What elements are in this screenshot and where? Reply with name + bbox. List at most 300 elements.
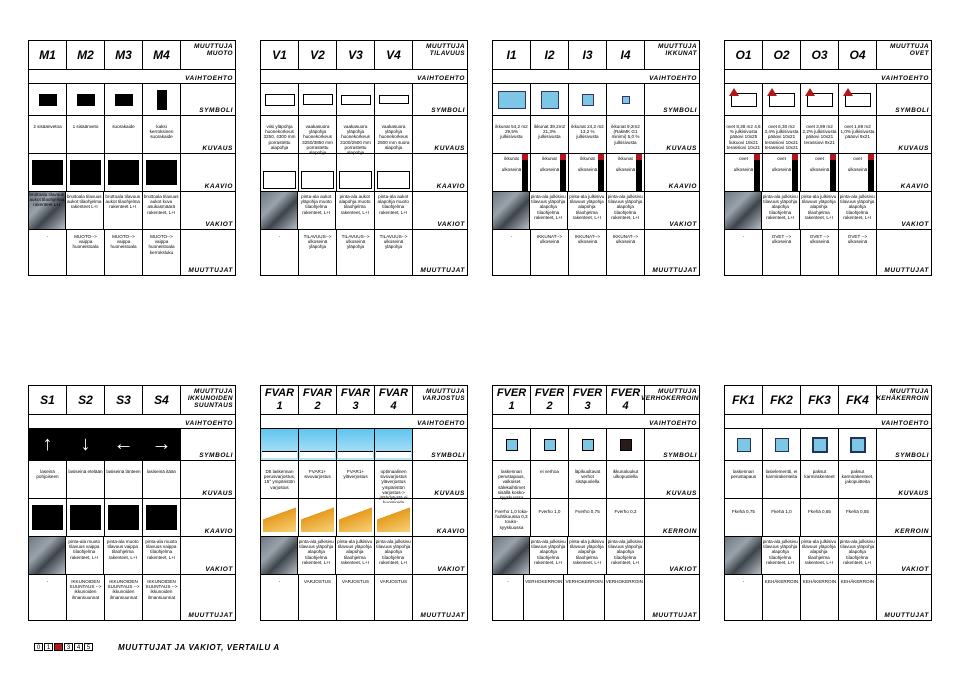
variables-text: - (278, 579, 281, 584)
cell (143, 461, 181, 498)
cell (105, 230, 143, 275)
row-kaavio (493, 498, 699, 536)
constants-text: pinta-ala julkisivu tilavuus yläpohja alapohja tilaohjelma rakenteet, L+I (375, 539, 411, 565)
diagram-plan (108, 160, 139, 185)
cell (531, 461, 569, 498)
option-code: O2 (763, 41, 801, 69)
row-cells (493, 154, 645, 191)
cell (67, 575, 105, 620)
cell (375, 84, 413, 115)
row-label: SYMBOLI (431, 452, 465, 459)
option-code: V2 (299, 41, 337, 69)
cell (337, 429, 375, 460)
option-code: M1 (29, 41, 67, 69)
cell (725, 230, 763, 275)
row-label: KAAVIO (900, 183, 929, 190)
cell (143, 116, 181, 153)
panel-title: MUUTTUJA MUOTO (194, 43, 233, 57)
constants-text: pinta-ala julkisivu tilavuus yläpohja alapohja tilaohjelma rakenteet, L+I (801, 194, 837, 220)
cell (143, 84, 181, 115)
diagram-label: ulkoseinä (847, 167, 868, 173)
row-muuttujat (493, 574, 699, 620)
row-vaihtoehto (493, 69, 699, 83)
row-label: VAIHTOEHTO (417, 420, 465, 427)
row-label: MUUTTUJAT (420, 612, 465, 619)
panel-title: MUUTTUJA IKKUNOIDEN SUUNTAUS (187, 388, 233, 409)
cell (801, 499, 839, 536)
variables-text: TILAVUUS--> ulkoseinä yläpohja (379, 234, 408, 250)
cell (800, 192, 839, 229)
cell (607, 461, 645, 498)
cell (531, 154, 569, 191)
variables-text: VERHOKERROIN (565, 579, 603, 584)
option-code: FVAR 3 (337, 386, 375, 414)
row-symboli (29, 83, 235, 115)
cell (375, 575, 413, 620)
cell (530, 537, 569, 574)
option-code: M3 (105, 41, 143, 69)
panel-header (725, 386, 877, 414)
diagram-plan (146, 505, 177, 530)
cell (67, 84, 105, 115)
constants-text: pinta-ala julkisivu tilavuus yläpohja alapohja tilaohjelma rakenteet, L+I (569, 194, 605, 220)
row-cells (261, 537, 413, 574)
row-cells (725, 575, 877, 620)
row-symboli (493, 83, 699, 115)
description-text: ikkunat 9,2m2 (RakMK G1 minimi) 5,0 % julkisivusta (611, 124, 640, 145)
cell (375, 154, 413, 191)
variables-text: - (46, 234, 49, 239)
window-symbol (541, 91, 559, 109)
row-muuttujat (29, 229, 235, 275)
row-label: VAKIOT (205, 221, 233, 228)
cell (493, 116, 531, 153)
cell (336, 192, 375, 229)
door-symbol (807, 93, 833, 107)
row-cells (725, 154, 877, 191)
constants-text: pinta-ala julkisivu tilavuus yläpohja alapohja tilaohjelma rakenteet, L+I (762, 194, 798, 220)
variables-text: VARJOSTUS (303, 579, 332, 584)
cell (105, 461, 143, 498)
variable-panel (260, 385, 468, 621)
cell (801, 230, 839, 275)
row-label: SYMBOLI (663, 107, 697, 114)
cell (493, 575, 524, 620)
panel-title: MUUTTUJA VERHOKERROIN (641, 388, 699, 402)
row-cells (493, 461, 645, 501)
diagram-label: ulkoseinä (809, 167, 830, 173)
legend-2: 2 (54, 643, 63, 651)
row-symboli (725, 428, 931, 460)
cell (66, 537, 105, 574)
row-kaavio (29, 498, 235, 536)
variables-text: IKKUNOIDEN SUUNTAUS --> ikkunoiden ilmansuunnat (107, 579, 140, 600)
constants-text: pinta-ala julkisivu tilavuus yläpohja alapohja tilaohjelma rakenteet, L+I (530, 539, 566, 565)
constants-text: pinta-ala julkisivu tilavuus yläpohja alapohja tilaohjelma rakenteet, L+I (298, 539, 334, 565)
cell (531, 230, 569, 275)
row-cells (493, 116, 645, 153)
diagram-label: ikkunat (504, 156, 519, 161)
variable-panel (724, 40, 932, 276)
option-code: FVAR 2 (299, 386, 337, 414)
row-vakiot (261, 191, 467, 229)
cell (607, 537, 646, 574)
cell (493, 192, 530, 229)
ground-symbol (338, 451, 373, 458)
arrow-icon: → (151, 432, 172, 455)
variables-text: - (510, 234, 513, 239)
row-label: KERROIN (894, 528, 929, 535)
cell (568, 192, 607, 229)
cell (29, 537, 66, 574)
option-code: FK3 (801, 386, 839, 414)
cell (261, 116, 299, 153)
cell (375, 192, 414, 229)
diagram-label: ovet (853, 156, 862, 161)
diagram-label: ulkoseinä (615, 167, 636, 173)
row-cells (261, 429, 413, 460)
panel-title: MUUTTUJA IKKUNAT (658, 43, 697, 57)
frame-symbol (737, 438, 751, 452)
row-vakiot (261, 536, 467, 574)
row-label: MUUTTUJAT (188, 612, 233, 619)
row-cells (29, 537, 181, 574)
cell (607, 499, 645, 536)
door-mark (805, 88, 815, 96)
row-cells (29, 192, 181, 229)
row-muuttujat (261, 574, 467, 620)
cell (607, 154, 645, 191)
description-text: paksut karmirakenteet (804, 469, 835, 480)
row-cells (493, 499, 645, 536)
row-label: MUUTTUJAT (884, 267, 929, 274)
row-label: VAKIOT (669, 221, 697, 228)
window-symbol (582, 94, 594, 106)
cell (261, 154, 299, 191)
cell (839, 499, 877, 536)
variable-panel (724, 385, 932, 621)
row-vaihtoehto (725, 414, 931, 428)
diagram-plan (70, 160, 101, 185)
description-text: lasiseinä itään (146, 469, 177, 474)
constants-text: bruttoala tilavuus aukot tilaohjelma rakenteet L+I (29, 192, 65, 208)
cell (725, 429, 763, 460)
option-code: O4 (839, 41, 877, 69)
row-label: MUUTTUJAT (420, 267, 465, 274)
row-kuvaus (261, 460, 467, 501)
cell (29, 192, 66, 229)
cell (839, 575, 877, 620)
stage-legend (34, 643, 94, 651)
row-label: KAAVIO (436, 528, 465, 535)
cell (299, 116, 337, 156)
cell (67, 230, 105, 275)
diagram-mark (560, 154, 566, 160)
row-cells (725, 116, 877, 153)
cell (105, 429, 143, 460)
cell (839, 461, 877, 498)
window-symbol (498, 91, 526, 109)
cell (29, 116, 67, 153)
row-cells (725, 192, 877, 229)
description-text: ovet 1,89 m2 1,0% julkisivusta pääovi 9x21 (840, 124, 875, 140)
row-symboli (261, 83, 467, 115)
door-mark (729, 88, 739, 96)
cell (569, 116, 607, 153)
cell (763, 575, 801, 620)
variables-text: OVET --> ulkoseinä (809, 234, 830, 245)
cell (569, 230, 607, 275)
description-text: FVAR1+ sivuvarjostus (304, 469, 331, 480)
row-symboli (725, 83, 931, 115)
cell (763, 84, 801, 115)
description-text: lasielementti, ei karmirakenteita (765, 469, 798, 480)
cell (143, 192, 182, 229)
cell (531, 499, 569, 536)
constants-text: pinta-ala julkisivu tilavuus yläpohja alapohja tilaohjelma rakenteet, L+I (762, 539, 798, 565)
cell (569, 461, 607, 498)
row-label: KUVAUS (202, 490, 233, 497)
constants-text: pinta-ala aukot alapohja muoto tilaohjelma rakenteet, L+I (339, 194, 371, 215)
ground-symbol (300, 451, 335, 458)
cell (66, 192, 105, 229)
cell (569, 429, 607, 460)
row-cells (493, 192, 645, 229)
cell (29, 429, 67, 460)
cell (493, 84, 531, 115)
row-kaavio (725, 498, 931, 536)
option-code: S4 (143, 386, 181, 414)
arrow-icon: ↑ (42, 432, 53, 455)
cell (763, 461, 801, 498)
row-kuvaus (493, 460, 699, 501)
constants-text: pinta-ala muoto tilavuus vaippa tilaohjelma rakenteet, L+I (68, 539, 101, 560)
cell (299, 461, 337, 498)
variables-text: - (46, 579, 49, 584)
constants-text: bruttoala tilavuus aukot kuvu asukasmäärä rakenteet, L+I (143, 194, 179, 215)
section-outline (301, 171, 334, 189)
cell (337, 461, 375, 498)
cell (337, 154, 375, 191)
row-label: KERROIN (662, 528, 697, 535)
row-label: SYMBOLI (431, 107, 465, 114)
option-code: M4 (143, 41, 181, 69)
sheet-title: MUUTTUJAT JA VAKIOT, VERTAILU A (118, 643, 280, 652)
description-text: vaakasuora yläpohja huonekorkeus 3250/3850 mm porrastettu alapohja (302, 124, 333, 156)
cell (337, 230, 375, 275)
cell (725, 499, 763, 536)
row-cells (261, 192, 413, 229)
constants-text: pinta-ala julkisivu tilavuus yläpohja alapohja tilaohjelma rakenteet, L+I (801, 539, 837, 565)
shading-diagram (263, 503, 296, 532)
door-mark (767, 88, 777, 96)
frame-symbol (850, 437, 866, 453)
row-symboli (29, 428, 235, 460)
cell (763, 429, 801, 460)
row-label: VAIHTOEHTO (649, 420, 697, 427)
cell (143, 499, 181, 536)
row-label: VAIHTOEHTO (185, 420, 233, 427)
cell (29, 84, 67, 115)
description-text: FVAR1+ yläverjostus (343, 469, 368, 480)
variables-text: TILAVUUS--> ulkoseinä yläpohja (341, 234, 370, 250)
description-text: ikkunat 24,2 m2 13,2 % julkisivusta (571, 124, 604, 140)
cell (105, 116, 143, 153)
description-text: vaakasuora yläpohja huonekorkeus 2500 mm suora alapohja (377, 124, 410, 150)
ground-symbol (376, 451, 411, 458)
option-code: O3 (801, 41, 839, 69)
diagram-label: ikkunat (580, 156, 595, 161)
description-text: ikkunaluukut ulkopuolella (612, 469, 639, 480)
row-vaihtoehto (261, 414, 467, 428)
row-muuttujat (29, 574, 235, 620)
option-code: FVER 1 (493, 386, 531, 414)
row-label: VAKIOT (901, 566, 929, 573)
cell (299, 84, 337, 115)
coefficient-text: Fkehä 0,55 (846, 509, 869, 514)
constants-text: pinta-ala aukot alapohja muoto tilaohjelma rakenteet, L+I (377, 194, 409, 215)
cell (493, 537, 530, 574)
variable-panel (260, 40, 468, 276)
option-code: FVAR 4 (375, 386, 413, 414)
row-label: VAKIOT (205, 566, 233, 573)
variables-text: - (742, 579, 745, 584)
cell (531, 84, 569, 115)
constants-text: pinta-ala julkisivu tilavuus yläpohja alapohja tilaohjelma rakenteet, L+I (530, 194, 566, 220)
diagram-plan (108, 505, 139, 530)
option-code: FVAR 1 (261, 386, 299, 414)
door-mark (843, 88, 853, 96)
description-text: ikkunat 39,2m2 21,3% julkisivusta (533, 124, 566, 140)
legend-0: 0 (34, 643, 43, 651)
variables-text: KEHÄKERROIN (802, 579, 837, 584)
cell (261, 575, 299, 620)
mass-symbol (39, 94, 57, 106)
cell (763, 116, 801, 153)
constants-text: pinta-ala julkisivu tilavuus yläpohja alapohja tilaohjelma rakenteet, L+I (839, 539, 875, 565)
row-symboli (493, 428, 699, 460)
variable-panel (492, 385, 700, 621)
description-text: viisi yläpohja huonekorkeus 3250, 4300 mm porrastettu alapohja (263, 124, 296, 150)
coefficient-text: Fverho 1,0 loka-huhtikuussa 0,3 touko-syyskuussa (494, 509, 529, 530)
panel-title: MUUTTUJA KEHÄKERROIN (876, 388, 929, 402)
cell (493, 154, 531, 191)
variables-text: OVET --> ulkoseinä (847, 234, 868, 245)
cell (839, 84, 877, 115)
cell (493, 429, 531, 460)
row-kuvaus (29, 115, 235, 153)
description-text: optimaalinen sivuvarjostus yläverjostus ympäristön varjostus-> jäähdytystä ei (379, 469, 408, 501)
panel-title: MUUTTUJA TILAVUUS (426, 43, 465, 57)
shading-diagram (339, 503, 372, 532)
description-text: laskennan perustapaus, valkoiset sälekaihtimet sisällä kosko-syyskuussa (497, 469, 526, 501)
coefficient-text: Fverho 1,0 (538, 509, 561, 514)
row-label: KAAVIO (204, 528, 233, 535)
cell (839, 116, 877, 153)
mass-symbol (77, 94, 95, 106)
cell (337, 499, 375, 536)
row-label: SYMBOLI (199, 107, 233, 114)
cell (299, 499, 337, 536)
description-text: kaksi kerroksinen suorakaide (149, 124, 174, 140)
variables-text: - (742, 234, 745, 239)
variables-text: VARJOSTUS (379, 579, 408, 584)
ground-symbol (262, 451, 297, 458)
cell (261, 429, 299, 460)
legend-3: 3 (64, 643, 73, 651)
variables-text: - (507, 579, 509, 584)
panel-header (493, 41, 645, 69)
panel-title: MUUTTUJA VARJOSTUS (422, 388, 465, 402)
description-text: ikkunat 54,2 m2 29,5% julkisivusta (495, 124, 528, 140)
variables-text: - (278, 234, 281, 239)
cell (105, 154, 143, 191)
row-kaavio (261, 498, 467, 536)
option-code: I3 (569, 41, 607, 69)
diagram-mark (598, 154, 604, 160)
cell (299, 230, 337, 275)
section-outline (377, 171, 410, 189)
variables-text: MUOTO--> vaippa huoneistoala (110, 234, 137, 250)
constants-text: pinta-ala julkisivu tilavuus yläpohja alapohja tilaohjelma rakenteet, L+I (839, 194, 875, 220)
description-text: ovet 8,38 m2 4,6 % julkisivusta pääovi 10x25 liukuovi 18x21 terassiovi 10x21 (726, 124, 761, 150)
coefficient-text: Fverho 0,3 (614, 509, 637, 514)
row-vakiot (29, 191, 235, 229)
row-cells (261, 575, 413, 620)
option-code: FVER 2 (531, 386, 569, 414)
row-cells (29, 429, 181, 460)
legend-1: 1 (44, 643, 53, 651)
option-code: FK1 (725, 386, 763, 414)
variables-text: IKKUNOIDEN SUUNTAUS --> ikkunoiden ilmansuunnat (69, 579, 102, 600)
variables-text: KEHÄKERROIN (764, 579, 799, 584)
option-code: FVER 3 (569, 386, 607, 414)
cell (493, 499, 531, 536)
row-label: KUVAUS (666, 145, 697, 152)
diagram-label: ovet (815, 156, 824, 161)
option-code: S1 (29, 386, 67, 414)
volume-symbol (265, 94, 295, 106)
row-label: VAKIOT (669, 566, 697, 573)
panel-header (725, 41, 877, 69)
description-text: läpikuultavat verhot sisäpuolella (574, 469, 601, 485)
curtain-symbol (582, 439, 594, 451)
constants-text: pinta-ala julkisivu tilavuus yläpohja alapohja tilaohjelma rakenteet, L+I (569, 539, 605, 565)
option-code: FVER 4 (607, 386, 645, 414)
cell (375, 537, 414, 574)
diagram-mark (792, 154, 798, 160)
cell (530, 192, 569, 229)
legend-5: 5 (84, 643, 93, 651)
diagram-mark (754, 154, 760, 160)
variables-text: MUOTO--> vaippa huoneistoala (72, 234, 99, 250)
cell (607, 429, 645, 460)
row-cells (493, 537, 645, 574)
diagram-plan (146, 160, 177, 185)
row-kuvaus (29, 460, 235, 498)
cell (493, 461, 531, 501)
cell (725, 575, 763, 620)
row-vakiot (29, 536, 235, 574)
cell (143, 537, 182, 574)
cell (67, 499, 105, 536)
cell (261, 230, 299, 275)
cell (67, 429, 105, 460)
constants-text: pinta-ala muoto tilavuus vaippa tilaohjelma rakenteet, L+I (145, 539, 178, 560)
diagram-mark (830, 154, 836, 160)
cell (763, 499, 801, 536)
variables-text: IKKUNAT--> ulkoseinä (612, 234, 639, 245)
